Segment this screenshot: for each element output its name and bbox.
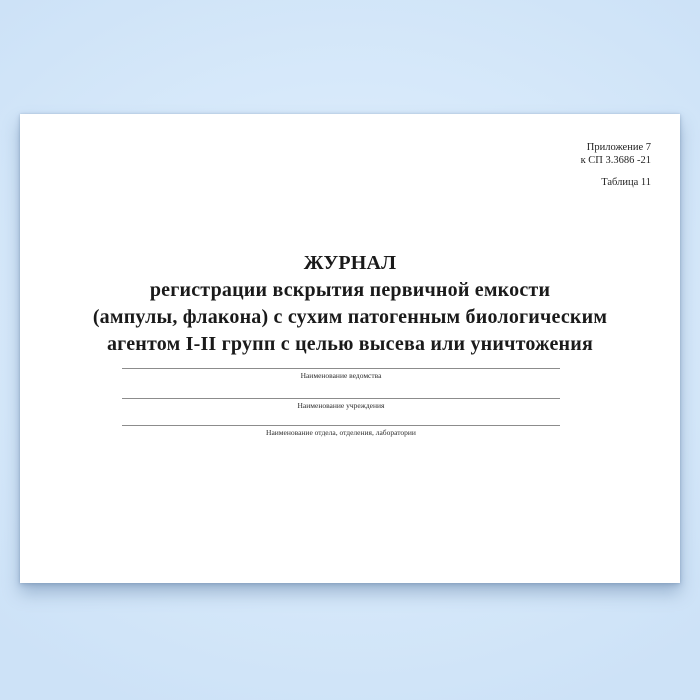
- table-ref: Таблица 11: [601, 177, 651, 188]
- title-line-2: регистрации вскрытия первичной емкости: [149, 279, 551, 301]
- title-line-3: (ампулы, флакона) с сухим патогенным биологическим: [92, 306, 608, 328]
- fill-in-line: [122, 368, 560, 369]
- journal-title: [20, 250, 680, 358]
- field-caption: Наименование отдела, отделения, лаборатории: [266, 428, 416, 437]
- field-row-department: [122, 368, 560, 380]
- fill-in-line: [122, 398, 560, 399]
- field-caption: Наименование учреждения: [297, 401, 385, 410]
- fill-in-line: [122, 425, 560, 426]
- annex-line-2: к СП 3.3686 -21: [580, 155, 651, 166]
- field-caption: Наименование ведомства: [300, 371, 382, 380]
- title-line-4: агентом I-II групп с целью высева или уничтожения: [106, 333, 594, 355]
- journal-cover-page: [20, 114, 680, 583]
- annex-note: [581, 141, 651, 189]
- title-line-1: ЖУРНАЛ: [303, 252, 397, 274]
- field-row-laboratory: [122, 425, 560, 437]
- annex-line-1: Приложение 7: [586, 142, 651, 153]
- field-row-institution: [122, 398, 560, 410]
